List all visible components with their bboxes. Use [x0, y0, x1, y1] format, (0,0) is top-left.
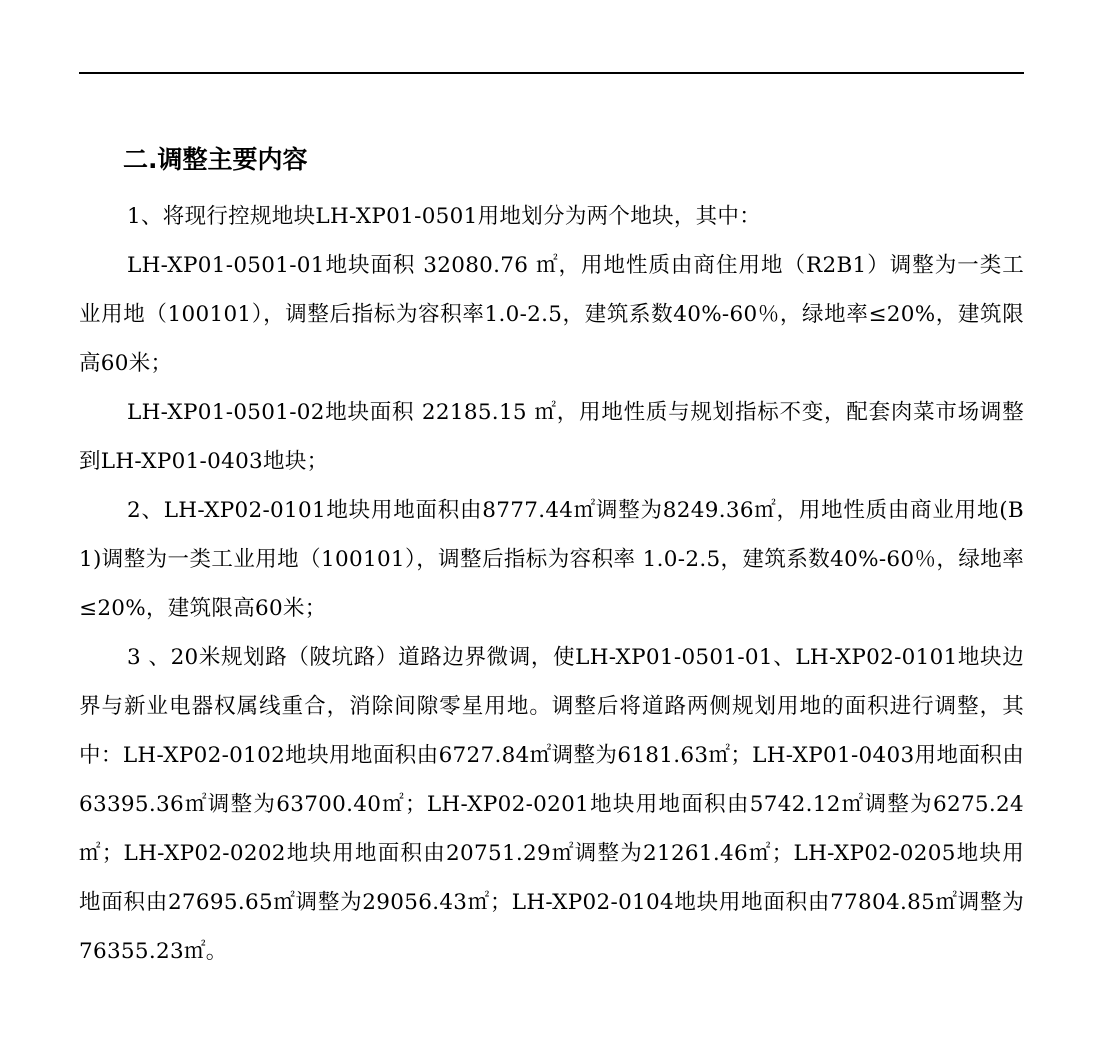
paragraph-plot-0501-02: LH-XP01-0501-02地块面积 22185.15 ㎡，用地性质与规划指标不变，配套肉菜市场调整到LH-XP01-0403地块； — [79, 400, 1024, 474]
paragraph-item-3: 3 、20米规划路（陂坑路）道路边界微调，使LH-XP01-0501-01、LH-XP02-0101地块边界与新业电器权属线重合，消除间隙零星用地。调整后将道路两侧规划用地的面积进行调整，其中：LH-XP02-0102地块用地面积由6727.84㎡调整为6181.63㎡；LH-XP01-0403用地面积由63395.36㎡调整为63700.40㎡；LH-XP02-0201地块用地面积由5742.12㎡调整为6275.24㎡；LH-XP02-0202地块用地面积由20751.29㎡调整为21261.46㎡；LH-XP02-0205地块用地面积由27695.65㎡调整为29056.43㎡；LH-XP02-0104地块用地面积由77804.85㎡调整为76355.23㎡。 — [79, 645, 1024, 964]
paragraph-item-2: 2、LH-XP02-0101地块用地面积由8777.44㎡调整为8249.36㎡，用地性质由商业用地(B1)调整为一类工业用地（100101），调整后指标为容积率 1.0-2.5，建筑系数40%-60％，绿地率≤20%，建筑限高60米； — [79, 498, 1024, 621]
paragraph-item-1: 1、将现行控规地块LH-XP01-0501用地划分为两个地块，其中： — [127, 204, 762, 229]
header-rule — [79, 72, 1024, 74]
document-body — [79, 192, 1024, 976]
paragraph-plot-0501-01: LH-XP01-0501-01地块面积 32080.76 ㎡，用地性质由商住用地（R2B1）调整为一类工业用地（100101），调整后指标为容积率1.0-2.5，建筑系数40%-60％，绿地率≤20%，建筑限高60米； — [79, 253, 1024, 376]
section-heading: 二.调整主要内容 — [123, 145, 308, 174]
